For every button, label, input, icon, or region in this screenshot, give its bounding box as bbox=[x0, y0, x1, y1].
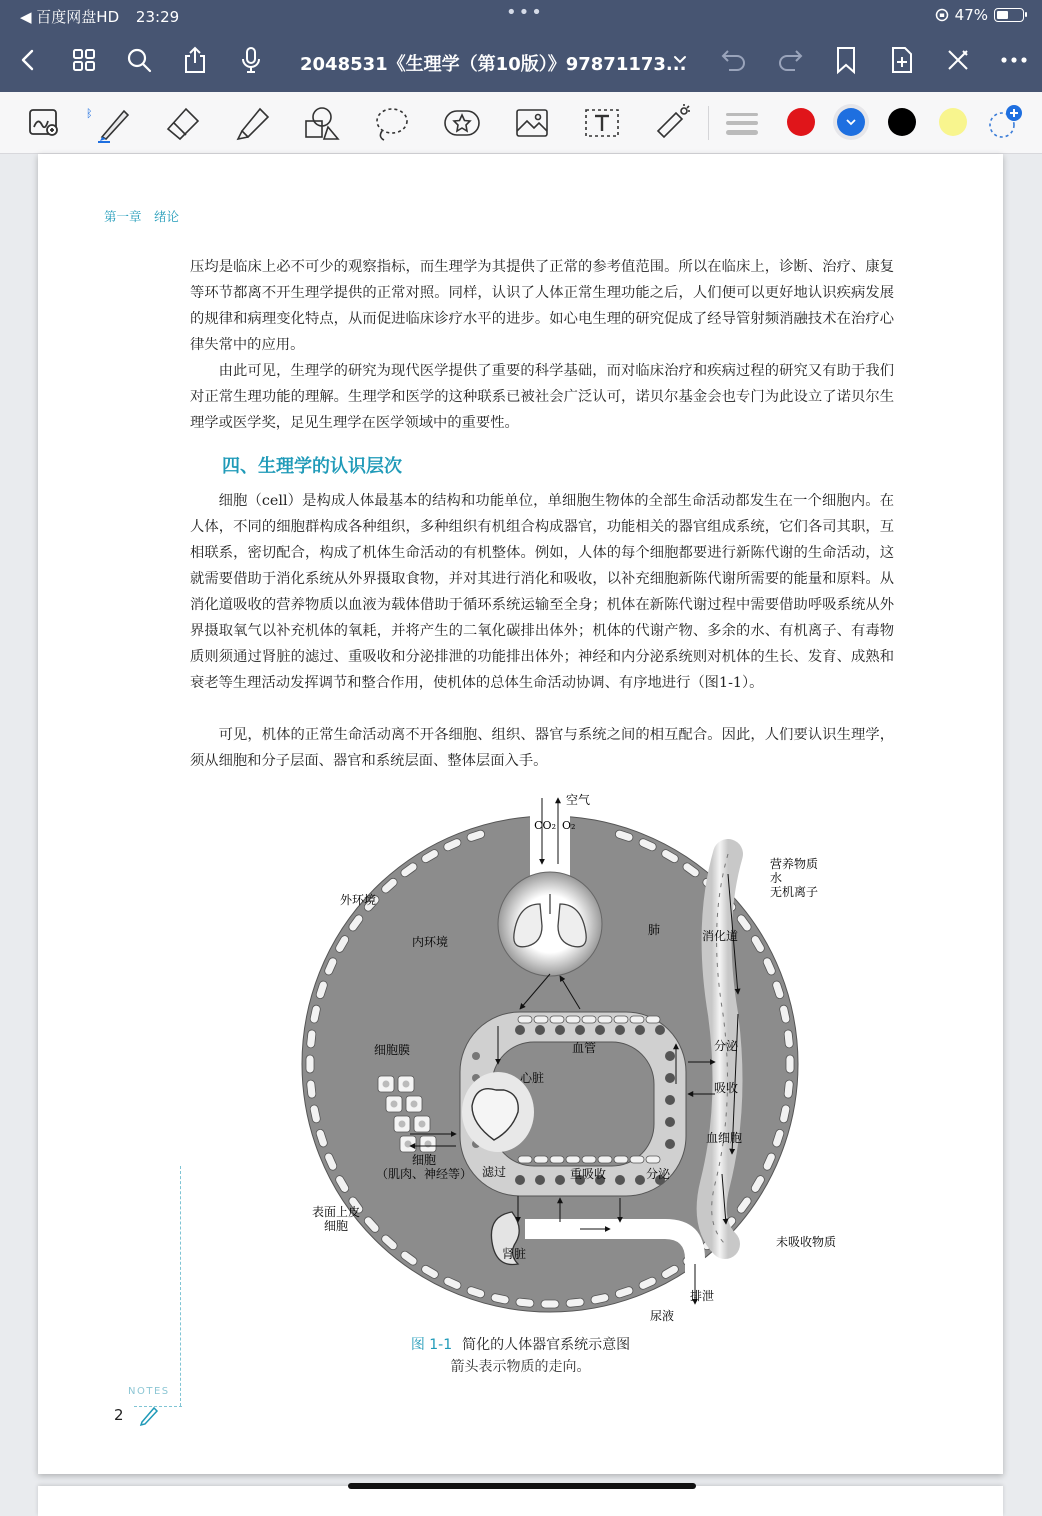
epithelium-cell bbox=[516, 1298, 535, 1308]
epithelium-cell bbox=[566, 1298, 585, 1308]
paragraph-3: 细胞（cell）是构成人体最基本的结构和功能单位，单细胞生物体的全部生命活动都发生在一个细胞内。在人体，不同的细胞群构成各种组织，多种组织有机组合构成器官，功能相关的器官组成系统，它们各司其职，互相联系，密切配合，构成了机体生命活动的有机整体。例如，人体的每个细胞都要进行新陈代谢的生命活动，这就需要借助于消化系统从外界摄取食物，并对其进行消化和吸收，以补充细胞新陈代谢所需要的能量和原料。从消化道吸收的营养物质以血液为载体借助于循环系统运输至全身；机体在新陈代谢过程中需要借助呼吸系统从外界摄取氧气以补充机体的氧耗，并将产生的二氧化碳排出体外；机体的代谢产物、多余的水、有机离子、有毒物质则须通过肾脏的滤过、重吸收和分泌排泄的功能排出体外；神经和内分泌系统则对机体的生长、发育、成熟和衰老等生理活动发挥调节和整合作用，使机体的总体生命活动协调、有序地进行（图1-1）。 bbox=[190, 493, 894, 691]
label-heart: 心脏 bbox=[520, 1071, 545, 1085]
clock: 23:29 bbox=[135, 8, 180, 26]
eraser-icon[interactable] bbox=[162, 104, 202, 142]
blood-cell-dot bbox=[655, 1025, 665, 1035]
label-reabsorption: 重吸收 bbox=[570, 1167, 607, 1181]
vessel-wall-cell bbox=[646, 1156, 660, 1163]
vessel-wall-cell bbox=[630, 1016, 644, 1023]
section-heading: 四、生理学的认识层次 bbox=[222, 456, 402, 477]
microphone-icon[interactable] bbox=[233, 42, 269, 78]
label-blood-vessel: 血管 bbox=[572, 1041, 597, 1055]
color-swatch-red[interactable] bbox=[787, 108, 815, 136]
blood-cell-dot bbox=[615, 1175, 625, 1185]
tissue-cell-nucleus bbox=[411, 1101, 418, 1108]
paragraph-2: 由此可见，生理学的研究为现代医学提供了重要的科学基础，而对临床治疗和疾病过程的研究又有助于我们对正常生理功能的理解。生理学和医学的这种联系已被社会广泛认可，诺贝尔基金会也专门为此设立了诺贝尔生理学或医学奖，足见生理学在医学领域中的重要性。 bbox=[190, 363, 894, 431]
blood-cell-dot bbox=[665, 1139, 675, 1149]
vessel-wall-cell bbox=[646, 1016, 660, 1023]
vessel-wall-cell bbox=[566, 1016, 580, 1023]
blood-cell-dot bbox=[595, 1025, 605, 1035]
vessel-wall-cell bbox=[566, 1156, 580, 1163]
epithelium-cell bbox=[306, 1055, 314, 1073]
color-swatch-black[interactable] bbox=[888, 108, 916, 136]
tissue-cell-nucleus bbox=[399, 1121, 406, 1128]
tissue-cell-nucleus bbox=[383, 1081, 390, 1088]
blood-cell-dot bbox=[665, 1073, 675, 1083]
vessel-wall-cell bbox=[534, 1156, 548, 1163]
vessel-wall-cell bbox=[518, 1016, 532, 1023]
battery-percent: 47% bbox=[954, 6, 988, 24]
tissue-cell-nucleus bbox=[403, 1081, 410, 1088]
vessel-wall-cell bbox=[582, 1016, 596, 1023]
blood-cell-dot bbox=[575, 1025, 585, 1035]
label-surface-epithelium: 表面上皮 bbox=[312, 1205, 361, 1219]
pen-tool-icon[interactable] bbox=[86, 104, 132, 142]
status-left bbox=[20, 6, 179, 27]
nav-bar bbox=[0, 30, 1042, 92]
blood-cell-dot bbox=[515, 1025, 525, 1035]
label-urine: 尿液 bbox=[650, 1309, 675, 1323]
epithelium-cell bbox=[786, 1055, 794, 1073]
status-bar bbox=[0, 0, 1042, 30]
blood-cell-dot bbox=[665, 1095, 675, 1105]
share-icon[interactable] bbox=[177, 42, 213, 78]
battery-icon bbox=[994, 8, 1024, 22]
lung-chamber bbox=[498, 872, 602, 976]
blood-cell-dot bbox=[535, 1175, 545, 1185]
epithelium-cell bbox=[784, 1080, 794, 1099]
vessel-wall-cell bbox=[534, 1016, 548, 1023]
label-kidney: 肾脏 bbox=[502, 1247, 527, 1261]
label-lung: 肺 bbox=[648, 923, 661, 937]
label-external-env: 外环境 bbox=[340, 893, 377, 907]
toolbar-divider bbox=[708, 106, 709, 140]
svg-text:ᛒ: ᛒ bbox=[86, 107, 93, 120]
rotation-lock-icon bbox=[935, 8, 949, 22]
image-icon[interactable] bbox=[512, 104, 552, 142]
label-cell-membrane: 细胞膜 bbox=[374, 1043, 411, 1057]
label-o2: O₂ bbox=[562, 819, 576, 832]
label-filtration: 滤过 bbox=[482, 1165, 507, 1179]
highlighter-icon[interactable] bbox=[232, 104, 272, 142]
label-co2: CO₂ bbox=[534, 819, 556, 832]
document-page[interactable] bbox=[38, 154, 1003, 1474]
blood-cell-dot bbox=[515, 1175, 525, 1185]
lasso-select-icon[interactable] bbox=[372, 104, 412, 142]
stroke-width-icon[interactable] bbox=[722, 104, 762, 142]
blood-cell-dot bbox=[535, 1025, 545, 1035]
next-page-edge bbox=[38, 1486, 1003, 1516]
notes-margin-line bbox=[180, 1166, 181, 1406]
paragraph-1: 压均是临床上必不可少的观察指标，而生理学为其提供了正常的参考值范围。所以在临床上，诊断、治疗、康复等环节都离不开生理学提供的正常对照。同样，认识了人体正常生理功能之后，人们便可以更好地认识疾病发展的规律和病理变化特点，从而促进临床诊疗水平的进步。如心电生理的研究促成了经导管射频消融技术在治疗心律失常中的应用。 bbox=[190, 259, 894, 353]
title-dropdown-chevron-icon[interactable] bbox=[662, 42, 698, 78]
add-page-icon[interactable] bbox=[884, 42, 920, 78]
label-cell-types: （肌肉、神经等） bbox=[376, 1167, 473, 1181]
label-internal-env: 内环境 bbox=[412, 935, 449, 949]
figure-title: 简化的人体器官系统示意图 bbox=[462, 1337, 631, 1353]
label-cell: 细胞 bbox=[412, 1153, 437, 1167]
bookmark-icon[interactable] bbox=[828, 42, 864, 78]
epithelium-cell bbox=[784, 1030, 794, 1049]
organ-system-diagram bbox=[260, 794, 840, 1332]
lasso-zoom-icon[interactable] bbox=[24, 104, 64, 142]
blood-cell-dot bbox=[555, 1025, 565, 1035]
grid-view-icon[interactable] bbox=[66, 42, 102, 78]
color-swatch-yellow[interactable] bbox=[939, 108, 967, 136]
notes-pencil-icon[interactable] bbox=[138, 1404, 160, 1426]
label-water: 水 bbox=[770, 871, 783, 885]
notes-label: NOTES bbox=[128, 1386, 170, 1397]
vessel-wall-cell bbox=[614, 1156, 628, 1163]
blood-cell-dot bbox=[615, 1025, 625, 1035]
color-swatch-blue[interactable] bbox=[837, 108, 865, 136]
paragraph-4: 可见，机体的正常生命活动离不开各细胞、组织、器官与系统之间的相互配合。因此，人们要认识生理学，须从细胞和分子层面、器官和系统层面、整体层面入手。 bbox=[190, 727, 894, 769]
annotation-toolbar bbox=[0, 92, 1042, 154]
label-nutrients: 营养物质 bbox=[770, 857, 819, 871]
label-blood-cell: 血细胞 bbox=[706, 1131, 743, 1145]
label-air: 空气 bbox=[565, 793, 591, 807]
label-secretion: 分泌 bbox=[714, 1039, 739, 1053]
figure-note: 箭头表示物质的走向。 bbox=[450, 1359, 591, 1375]
label-secretion-kidney: 分泌 bbox=[646, 1167, 671, 1181]
laser-pointer-icon[interactable] bbox=[652, 104, 692, 142]
blood-cell-dot bbox=[635, 1025, 645, 1035]
back-chevron-icon[interactable] bbox=[10, 42, 46, 78]
shapes-icon[interactable] bbox=[302, 104, 342, 142]
label-excretion: 排泄 bbox=[690, 1289, 715, 1303]
document-title[interactable]: 2048531《生理学（第10版）》97871173... bbox=[300, 54, 687, 75]
page-number: 2 bbox=[114, 1406, 124, 1424]
epithelium-cell bbox=[541, 1300, 559, 1308]
undo-icon[interactable] bbox=[716, 42, 752, 78]
vessel-wall-cell bbox=[614, 1016, 628, 1023]
vessel-wall-cell bbox=[550, 1156, 564, 1163]
blood-cell-dot bbox=[635, 1175, 645, 1185]
label-surface-epithelium-cell: 细胞 bbox=[324, 1219, 349, 1233]
vessel-wall-cell bbox=[598, 1156, 612, 1163]
text-box-icon[interactable] bbox=[582, 104, 622, 142]
home-indicator[interactable] bbox=[348, 1483, 696, 1489]
vessel-wall-cell bbox=[582, 1156, 596, 1163]
add-color-icon[interactable] bbox=[984, 104, 1024, 142]
vessel-wall-cell bbox=[518, 1156, 532, 1163]
tissue-cell-nucleus bbox=[419, 1121, 426, 1128]
chapter-header: 第一章 绪论 bbox=[104, 209, 180, 224]
multitasking-dots-icon[interactable]: ••• bbox=[506, 2, 544, 23]
status-right bbox=[935, 6, 1024, 24]
redo-icon[interactable] bbox=[772, 42, 808, 78]
epithelium-cell bbox=[306, 1080, 316, 1099]
label-digestive-tract: 消化道 bbox=[702, 929, 739, 943]
search-icon[interactable] bbox=[121, 42, 157, 78]
tissue-cell-nucleus bbox=[391, 1101, 398, 1108]
figure-number: 图 1-1 bbox=[410, 1337, 453, 1353]
sticker-icon[interactable] bbox=[442, 104, 482, 142]
back-to-app-link[interactable]: ◀ 百度网盘HD bbox=[20, 8, 120, 26]
blood-cell-dot bbox=[665, 1051, 675, 1061]
vessel-wall-cell bbox=[630, 1156, 644, 1163]
label-inorganic-ions: 无机离子 bbox=[770, 885, 819, 899]
blood-cell-dot bbox=[472, 1052, 480, 1060]
more-options-icon[interactable] bbox=[996, 42, 1032, 78]
close-pen-icon[interactable] bbox=[940, 42, 976, 78]
vessel-wall-cell bbox=[550, 1016, 564, 1023]
vessel-wall-cell bbox=[598, 1016, 612, 1023]
label-absorption: 吸收 bbox=[714, 1081, 739, 1095]
figure-caption bbox=[38, 1334, 1003, 1354]
blood-cell-dot bbox=[665, 1117, 675, 1127]
label-unabsorbed: 未吸收物质 bbox=[776, 1235, 837, 1249]
blood-cell-dot bbox=[555, 1175, 565, 1185]
epithelium-cell bbox=[306, 1030, 316, 1049]
